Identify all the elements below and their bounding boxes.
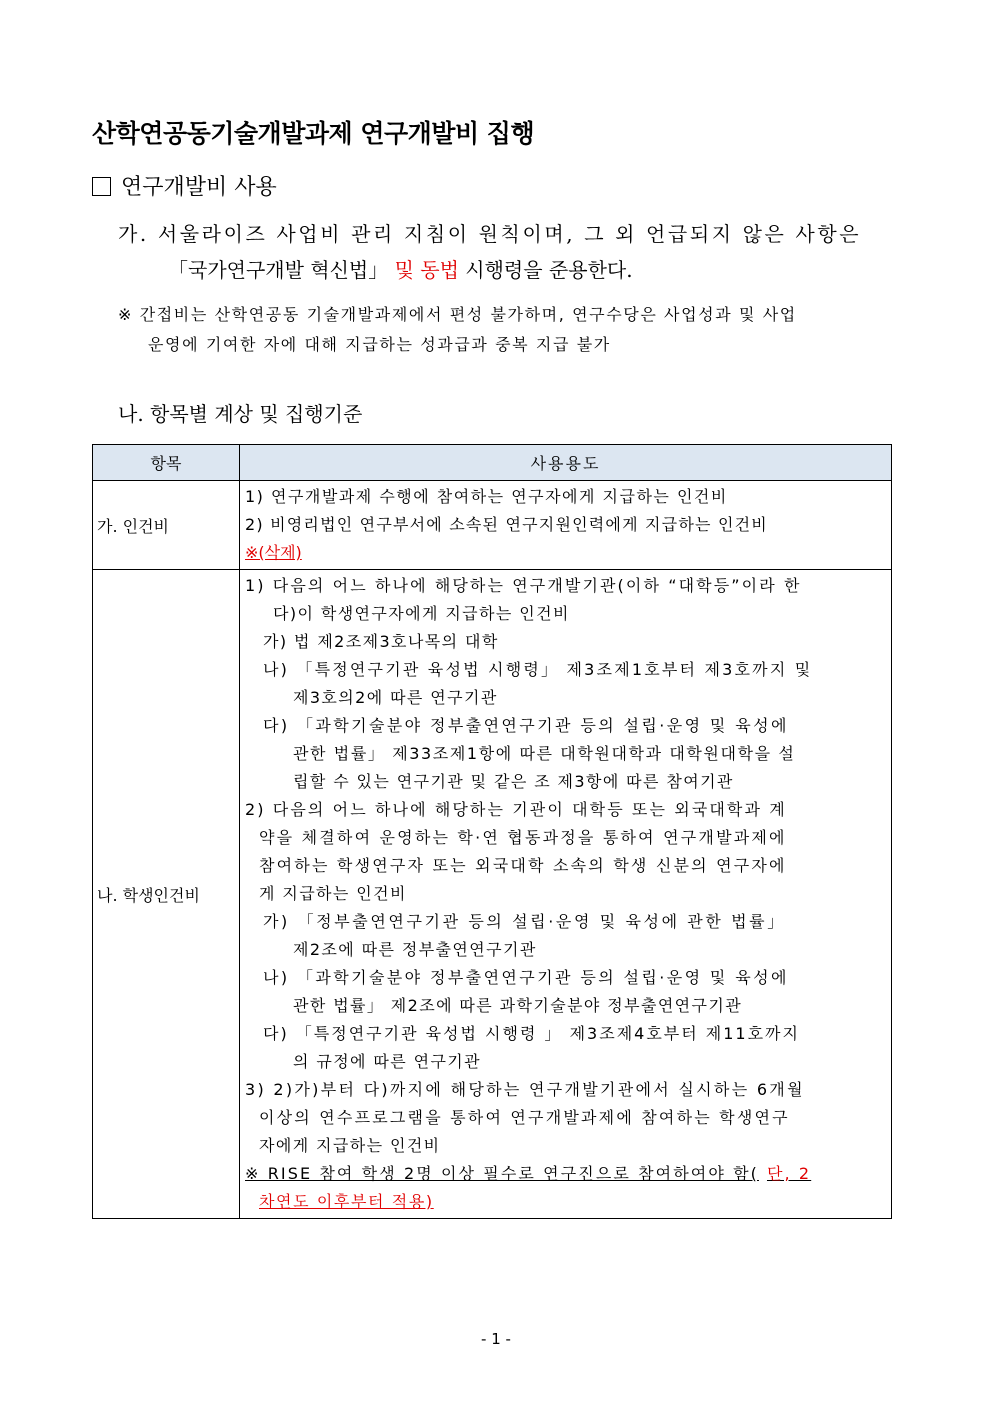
paragraph-ga [118, 216, 934, 288]
usage-line: 가) 법 제2조제3호나목의 대학 [263, 632, 499, 651]
usage-line: 제2조에 따른 정부출연연구기관 [293, 940, 537, 959]
note-line-1 [118, 300, 934, 330]
usage-line: 이상의 연수프로그램을 통하여 연구개발과제에 참여하는 학생연구 [259, 1108, 790, 1127]
paragraph-ga-line-1-text: 가. 서울라이즈 사업비 관리 지침이 원칙이며, 그 외 언급되지 않은 사항은 [118, 222, 862, 246]
usage-line: 1) 연구개발과제 수행에 참여하는 연구자에게 지급하는 인건비 [245, 487, 728, 506]
page-number: - 1 - [481, 1330, 511, 1348]
red-condition: 단, 2 [766, 1164, 812, 1183]
note-line-1-text: ※ 간접비는 산학연공동 기술개발과제에서 편성 불가하며, 연구수당은 사업성과 및 사업 [118, 305, 797, 324]
usage-line [245, 539, 886, 567]
red-emphasis: 및 동법 [388, 258, 459, 282]
usage-line: 나) 「특정연구기관 육성법 시행령」 제3조제1호부터 제3호까지 및 [263, 660, 813, 679]
usage-line: 2) 다음의 어느 하나에 해당하는 기관이 대학등 또는 외국대학과 계 [245, 800, 787, 819]
paragraph-ga-line-2 [118, 252, 934, 288]
usage-line: 다) 「특정연구기관 육성법 시행령 」 제3조제4호부터 제11호까지 [263, 1024, 800, 1043]
paragraph-ga-line-2-tail: 시행령을 준용한다. [458, 258, 633, 282]
usage-line: 자에게 지급하는 인건비 [259, 1136, 441, 1155]
deleted-mark: ※(삭제) [245, 543, 302, 562]
usage-line: 3) 2)가)부터 다)까지에 해당하는 연구개발기관에서 실시하는 6개월 [245, 1080, 805, 1099]
usage-line: 약을 체결하여 운영하는 학·연 협동과정을 통하여 연구개발과제에 [259, 828, 787, 847]
red-condition-cont: 차연도 이후부터 적용) [259, 1192, 434, 1211]
usage-line: 게 지급하는 인건비 [259, 884, 407, 903]
usage-line: 다) 「과학기술분야 정부출연연구기관 등의 설립·운영 및 육성에 [263, 716, 789, 735]
row-category: 나. 학생인건비 [93, 570, 240, 1219]
usage-line: 가) 「정부출연연구기관 등의 설립·운영 및 육성에 관한 법률」 [263, 912, 786, 931]
rise-requirement-note-cont [245, 1188, 886, 1216]
indirect-cost-note [118, 300, 934, 360]
row-usage [240, 570, 892, 1219]
usage-line: 나) 「과학기술분야 정부출연연구기관 등의 설립·운영 및 육성에 [263, 968, 789, 987]
checkbox-square-icon [92, 177, 111, 196]
usage-line: 제3호의2에 따른 연구기관 [293, 688, 498, 707]
row-category: 가. 인건비 [93, 481, 240, 570]
section-heading [92, 170, 277, 201]
table-row [93, 481, 892, 570]
table-row [93, 570, 892, 1219]
usage-line: 1) 다음의 어느 하나에 해당하는 연구개발기관(이하 “대학등”이라 한 [245, 576, 802, 595]
rise-requirement-note: ※ RISE 참여 학생 2명 이상 필수로 연구진으로 참여하여야 함( 단, 2 [245, 1164, 812, 1183]
header-item: 항목 [93, 445, 240, 481]
usage-line: 립할 수 있는 연구기관 및 같은 조 제3항에 따른 참여기관 [293, 772, 734, 791]
note-line-2 [118, 330, 934, 360]
criteria-table [92, 444, 892, 1219]
subheading-criteria: 나. 항목별 계상 및 집행기준 [118, 402, 363, 426]
usage-line: 다)이 학생연구자에게 지급하는 인건비 [273, 604, 570, 623]
header-usage: 사용용도 [240, 445, 892, 481]
usage-line: 의 규정에 따른 연구기관 [293, 1052, 482, 1071]
usage-line: 관한 법률」 제2조에 따른 과학기술분야 정부출연연구기관 [293, 996, 743, 1015]
section-heading-text: 연구개발비 사용 [121, 175, 277, 200]
row-usage [240, 481, 892, 570]
usage-line: 2) 비영리법인 연구부서에 소속된 연구지원인력에게 지급하는 인건비 [245, 515, 768, 534]
usage-line: 관한 법률」 제33조제1항에 따른 대학원대학과 대학원대학을 설 [293, 744, 796, 763]
law-reference: 「국가연구개발 혁신법」 [168, 258, 389, 282]
note-line-2-text: 운영에 기여한 자에 대해 지급하는 성과급과 중복 지급 불가 [148, 335, 611, 354]
usage-line: 참여하는 학생연구자 또는 외국대학 소속의 학생 신분의 연구자에 [259, 856, 787, 875]
table-header-row [93, 445, 892, 481]
document-title: 산학연공동기술개발과제 연구개발비 집행 [92, 119, 535, 148]
paragraph-ga-line-1 [118, 216, 934, 252]
